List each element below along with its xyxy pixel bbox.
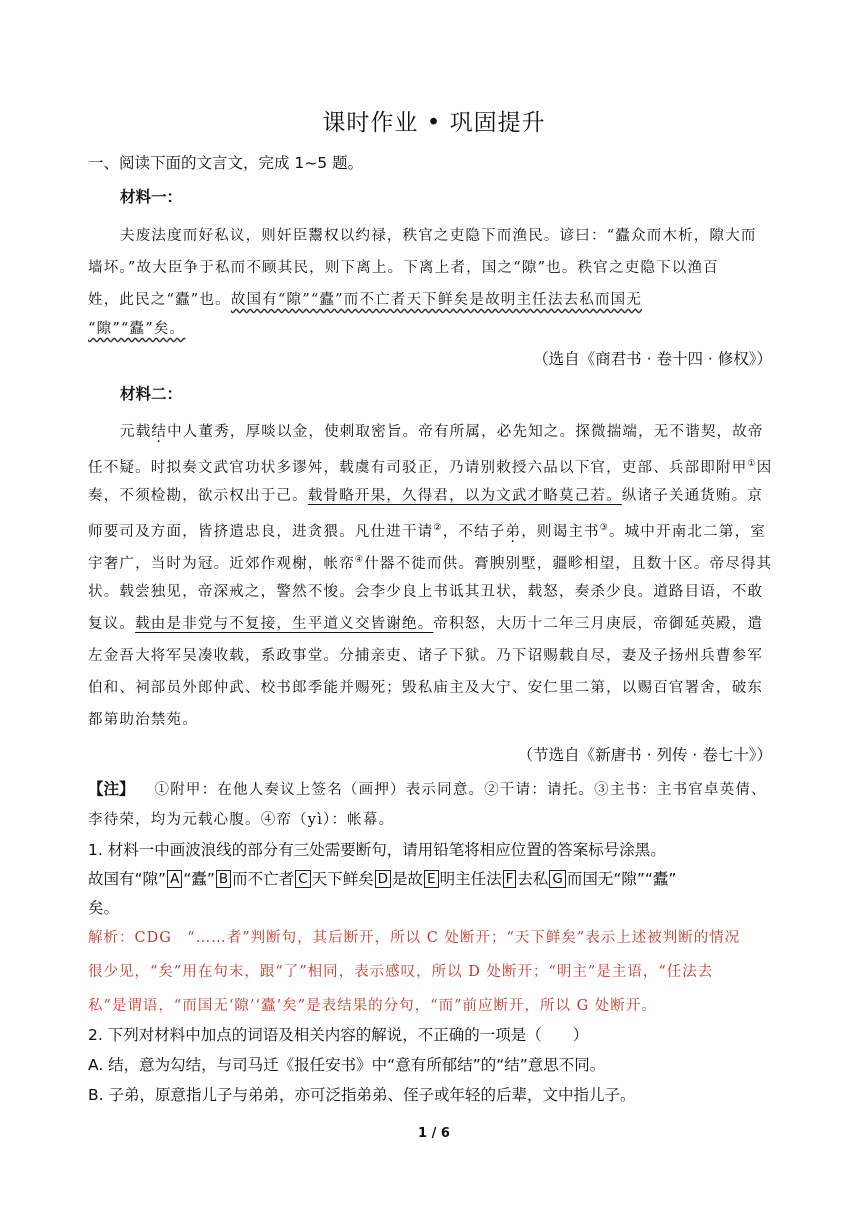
text-span: 宇奢广，当时为冠。近郊作观榭，帐帟: [88, 555, 355, 572]
dotted-word: 结: [151, 424, 168, 440]
wavy-underlined-text: “隙”“蠹”矣。: [88, 321, 186, 337]
text-span: 帝积怒，大历十二年三月庚辰，帝御延英殿，遣: [433, 616, 764, 632]
material-two-label: 材料二：: [120, 385, 183, 403]
material-two-line: 都第助治禁苑。: [88, 712, 198, 728]
answer-analysis-line: 解析：CDG “……者”判断句，其后断开，所以 C 处断开；“天下鲜矣”表示上述被判断的情况: [88, 930, 741, 946]
material-two-line: [120, 422, 764, 442]
dotted-word: 弟: [505, 523, 522, 540]
answer-option-box[interactable]: B: [216, 870, 231, 888]
page-number: 1 / 6: [418, 1126, 450, 1141]
answer-option-box[interactable]: F: [503, 870, 517, 888]
page-title: 课时作业 • 巩固提升: [322, 110, 546, 136]
question-1-sentence-end: 矣。: [88, 899, 120, 917]
material-two-line: [88, 518, 766, 542]
material-one-line: 墙坏。”故大臣争于私而不顾其民，则下离上。下离上者，国之“隙”也。秩官之吏隐下以渔百: [88, 260, 719, 276]
material-one-label: 材料一：: [120, 188, 183, 206]
text-span: 。城中开南北二第，室: [608, 523, 766, 540]
material-one-line: 夫废法度而好私议，则奸臣鬻权以约禄，秩官之吏隐下而渔民。谚曰：“蠹众而木析，隙大而: [120, 228, 757, 244]
text-span: 明主任法: [439, 870, 502, 888]
text-span: 师要司及方面，皆挤遣忠良，进贪猥。凡仕进干请: [88, 523, 434, 540]
text-span: 什器不徙而供。膏腴别墅，疆畛相望，且数十区。帝尽得其: [364, 555, 773, 572]
question-1-stem: 1. 材料一中画波浪线的部分有三处需要断句，请用铅笔将相应位置的答案标号涂黑。: [88, 841, 666, 859]
text-span: 去私: [517, 870, 549, 888]
note-label: 【注】: [88, 780, 135, 798]
footnote-mark: ③: [599, 523, 609, 533]
material-two-line: 状。载尝独见，帝深戒之，警然不悛。会李少良上书诋其丑状，载怒，奏杀少良。道路目语，不敢: [88, 584, 764, 600]
question-2-option-b[interactable]: B. 子弟，原意指儿子与弟弟，亦可泛指弟弟、侄子或年轻的后辈，文中指儿子。: [88, 1086, 636, 1104]
question-2-option-a[interactable]: A. 结，意为勾结，与司马迁《报任安书》中“意有所郁结”的“结”意思不同。: [88, 1056, 606, 1074]
material-two-line: 伯和、祠部员外郎仲武、校书郎季能并赐死；毁私庙主及大宁、安仁里二第，以赐百官署舍，破东: [88, 680, 764, 696]
answer-option-box[interactable]: G: [549, 870, 565, 888]
text-span: 是故: [392, 870, 424, 888]
footnote-mark: ①: [747, 459, 757, 469]
underlined-sentence: 载由是非党与不复接，生平道义交皆谢绝。: [135, 616, 434, 632]
note-text: ①附甲：在他人奏议上签名（画押）表示同意。②干请：请托。③主书：主书官卓英倩、: [154, 782, 767, 798]
wavy-underlined-text: 故国有“隙”“蠹”而不亡者天下鲜矣是故明主任法去私而国无: [230, 292, 643, 308]
answer-option-box[interactable]: C: [295, 870, 310, 888]
text-span: 纵诸子关通货贿。京: [621, 488, 764, 504]
source-citation: （选自《商君书 · 卷十四 · 修权》）: [533, 350, 772, 368]
text-span: ，不结子: [442, 523, 506, 540]
source-citation: （节选自《新唐书 · 列传 · 卷七十》）: [517, 746, 772, 764]
text-span: 天下鲜矣: [311, 870, 374, 888]
answer-option-box[interactable]: D: [375, 870, 391, 888]
text-span: 而国无“隙”“蠹”: [566, 870, 677, 888]
material-one-line: [88, 290, 642, 310]
material-one-line: [88, 319, 185, 339]
text-span: 任不疑。时拟奏文武官功状多谬舛，载虞有司驳正，乃请别敕授六品以下官，吏部、兵部即附甲: [88, 459, 748, 476]
footnote-mark: ②: [433, 523, 443, 533]
answer-option-box[interactable]: E: [424, 870, 439, 888]
material-two-line: [88, 550, 772, 574]
text-span: 中人董秀，厚啖以金，使刺取密旨。帝有所属，必先知之。探微揣端，无不谐契，故帝: [167, 424, 764, 440]
answer-analysis-line: 很少见，“矣”用在句末，跟“了”相同，表示感叹，所以 D 处断开；“明主”是主语，“任法去: [88, 964, 714, 980]
underlined-sentence: 载骨略开果，久得君，以为文武才略莫己若。: [307, 488, 622, 504]
question-1-sentence: [88, 869, 676, 889]
question-2-stem: 2. 下列对材料中加点的词语及相关内容的解说，不正确的一项是（ ）: [88, 1026, 589, 1044]
text-span: 故国有“隙”: [88, 870, 167, 888]
answer-option-box[interactable]: A: [167, 870, 182, 888]
text-span: ，则谒主书: [521, 523, 600, 540]
answer-analysis-line: 私”是谓语，“而国无‘隙’‘蠹’矣”是表结果的分句，“而”前应断开，所以 G 处断开。: [88, 998, 657, 1014]
text-span: “蠹”: [183, 870, 215, 888]
text-span: 奏，不须检勘，欲示权出于己。: [88, 488, 308, 504]
material-two-line: [88, 614, 763, 634]
footnote-mark: ④: [354, 555, 365, 565]
material-two-line: 左金吾大将军吴凑收载，系政事堂。分捕亲吏、诸子下狱。乃下诏赐载自尽，妻及子扬州兵曹参军: [88, 648, 764, 664]
material-two-line: [88, 486, 763, 506]
text-span: 复议。: [88, 616, 136, 632]
text-span: 因: [756, 459, 773, 476]
note-line: 李待荣，均为元载心腹。④帟（yì）：帐幕。: [88, 812, 395, 828]
material-two-line: [88, 454, 772, 478]
note-line: [88, 779, 767, 800]
section-heading: 一、阅读下面的文言文，完成 1~5 题。: [88, 154, 364, 172]
text-span: 姓，此民之“蠹”也。: [88, 292, 231, 308]
text-span: 而不亡者: [232, 870, 295, 888]
text-span: 元载: [120, 424, 152, 440]
